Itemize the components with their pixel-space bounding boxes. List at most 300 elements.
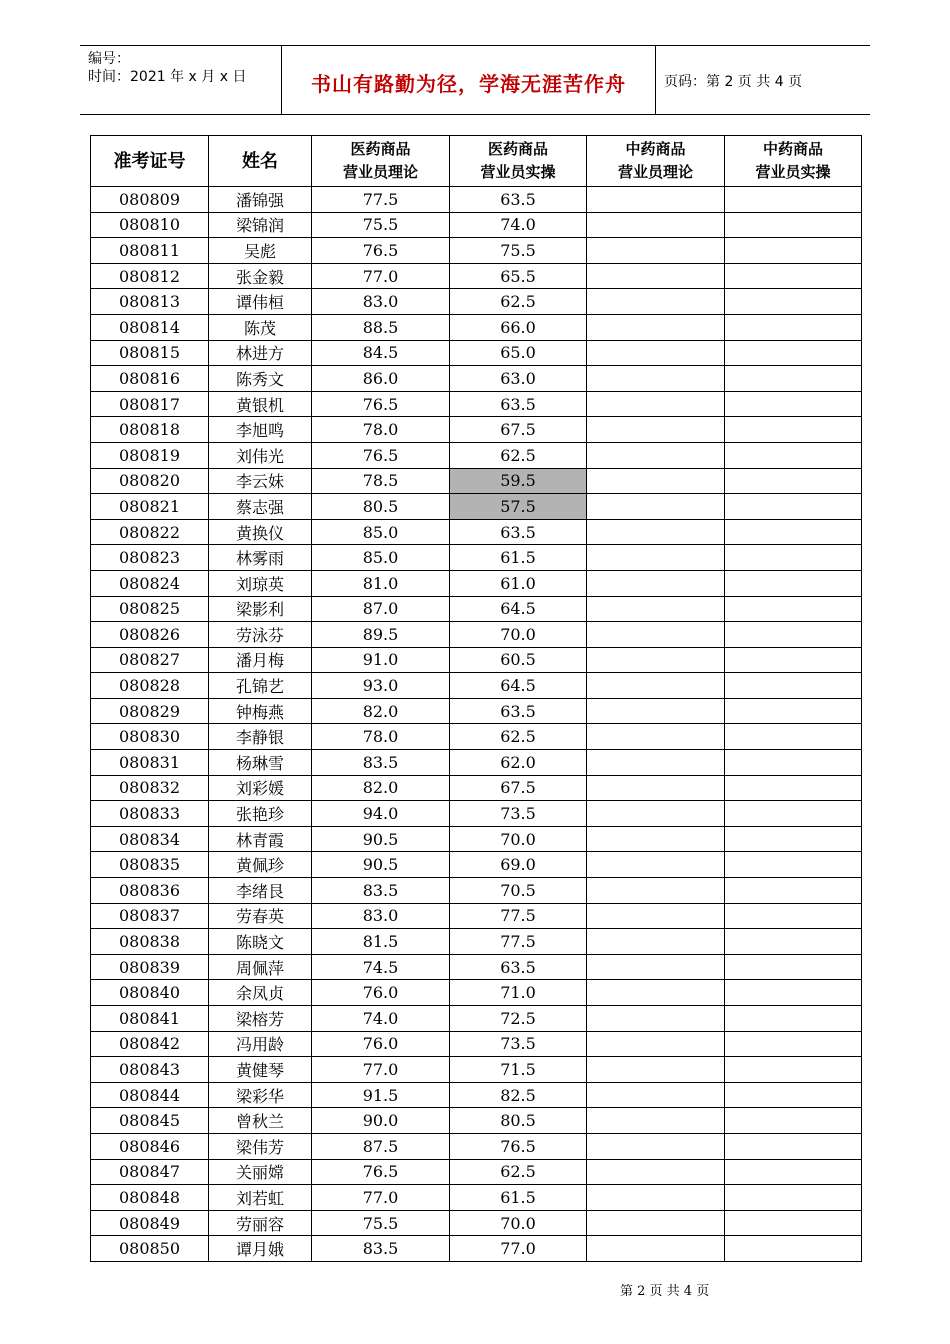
cell-name: 劳春英 [209, 903, 312, 929]
col-header-line: 中药商品 [625, 140, 686, 158]
cell-med-theory: 90.0 [312, 1108, 450, 1134]
cell-med-practice: 67.5 [450, 775, 587, 801]
cell-tcm-theory [587, 212, 725, 238]
cell-exam-id: 080811 [91, 238, 209, 264]
cell-med-practice: 71.0 [450, 980, 587, 1006]
cell-tcm-practice [725, 1159, 862, 1185]
cell-exam-id: 080834 [91, 826, 209, 852]
cell-exam-id: 080823 [91, 545, 209, 571]
cell-med-practice: 75.5 [450, 238, 587, 264]
cell-tcm-theory [587, 1210, 725, 1236]
table-row [91, 187, 862, 213]
table-row [91, 622, 862, 648]
motto-text: 书山有路勤为径，学海无涯苦作舟 [311, 72, 626, 96]
table-row [91, 314, 862, 340]
header-page-cell [656, 46, 870, 114]
cell-tcm-practice [725, 954, 862, 980]
cell-exam-id: 080846 [91, 1133, 209, 1159]
table-row [91, 698, 862, 724]
cell-tcm-theory [587, 519, 725, 545]
cell-exam-id: 080814 [91, 314, 209, 340]
cell-med-theory: 83.0 [312, 903, 450, 929]
cell-tcm-practice [725, 1210, 862, 1236]
cell-med-theory: 76.5 [312, 1159, 450, 1185]
cell-med-practice: 65.0 [450, 340, 587, 366]
code-label: 编号： [88, 51, 130, 67]
cell-med-theory: 83.5 [312, 1236, 450, 1262]
cell-exam-id: 080817 [91, 391, 209, 417]
cell-exam-id: 080843 [91, 1057, 209, 1083]
cell-med-practice: 66.0 [450, 314, 587, 340]
cell-tcm-practice [725, 647, 862, 673]
cell-tcm-practice [725, 417, 862, 443]
cell-tcm-theory [587, 442, 725, 468]
cell-tcm-theory [587, 826, 725, 852]
table-row [91, 366, 862, 392]
cell-med-practice: 64.5 [450, 673, 587, 699]
cell-exam-id: 080832 [91, 775, 209, 801]
cell-tcm-practice [725, 1133, 862, 1159]
table-row [91, 1159, 862, 1185]
cell-med-practice: 61.5 [450, 545, 587, 571]
cell-med-theory: 82.0 [312, 698, 450, 724]
cell-tcm-theory [587, 1057, 725, 1083]
cell-med-practice: 60.5 [450, 647, 587, 673]
cell-tcm-practice [725, 442, 862, 468]
cell-name: 李静银 [209, 724, 312, 750]
cell-med-theory: 75.5 [312, 212, 450, 238]
cell-med-theory: 76.0 [312, 980, 450, 1006]
cell-med-theory: 76.0 [312, 1031, 450, 1057]
cell-tcm-theory [587, 391, 725, 417]
cell-exam-id: 080822 [91, 519, 209, 545]
cell-exam-id: 080836 [91, 878, 209, 904]
cell-name: 陈茂 [209, 314, 312, 340]
cell-med-theory: 76.5 [312, 391, 450, 417]
cell-exam-id: 080819 [91, 442, 209, 468]
cell-name: 林雾雨 [209, 545, 312, 571]
cell-med-theory: 77.0 [312, 1057, 450, 1083]
cell-exam-id: 080825 [91, 596, 209, 622]
table-row [91, 417, 862, 443]
cell-tcm-practice [725, 724, 862, 750]
cell-tcm-practice [725, 903, 862, 929]
cell-exam-id: 080815 [91, 340, 209, 366]
cell-tcm-theory [587, 340, 725, 366]
table-row [91, 1185, 862, 1211]
cell-name: 劳泳芬 [209, 622, 312, 648]
cell-tcm-theory [587, 596, 725, 622]
cell-med-theory: 74.5 [312, 954, 450, 980]
cell-tcm-theory [587, 1185, 725, 1211]
cell-med-theory: 78.0 [312, 724, 450, 750]
cell-tcm-practice [725, 1057, 862, 1083]
cell-exam-id: 080829 [91, 698, 209, 724]
cell-tcm-practice [725, 596, 862, 622]
cell-med-practice: 59.5 [450, 468, 587, 494]
cell-tcm-practice [725, 775, 862, 801]
cell-med-practice: 80.5 [450, 1108, 587, 1134]
cell-exam-id: 080844 [91, 1082, 209, 1108]
cell-tcm-practice [725, 878, 862, 904]
table-row [91, 596, 862, 622]
cell-name: 刘彩媛 [209, 775, 312, 801]
table-row [91, 468, 862, 494]
table-row [91, 391, 862, 417]
cell-tcm-practice [725, 494, 862, 520]
cell-name: 李绪艮 [209, 878, 312, 904]
cell-tcm-theory [587, 878, 725, 904]
cell-med-theory: 93.0 [312, 673, 450, 699]
cell-med-practice: 62.5 [450, 442, 587, 468]
cell-tcm-theory [587, 417, 725, 443]
cell-exam-id: 080850 [91, 1236, 209, 1262]
table-row [91, 519, 862, 545]
cell-tcm-practice [725, 622, 862, 648]
cell-med-theory: 83.5 [312, 750, 450, 776]
table-body [91, 187, 862, 1262]
col-header-line: 营业员实操 [480, 163, 556, 181]
cell-med-theory: 87.5 [312, 1133, 450, 1159]
cell-tcm-theory [587, 366, 725, 392]
cell-name: 梁榕芳 [209, 1006, 312, 1032]
cell-med-practice: 72.5 [450, 1006, 587, 1032]
cell-exam-id: 080818 [91, 417, 209, 443]
cell-med-theory: 77.5 [312, 187, 450, 213]
table-row [91, 750, 862, 776]
cell-tcm-practice [725, 673, 862, 699]
score-table [90, 135, 862, 1262]
cell-exam-id: 080842 [91, 1031, 209, 1057]
table-row [91, 801, 862, 827]
col-header-exam-id: 准考证号 [91, 136, 209, 187]
table-row [91, 826, 862, 852]
cell-med-practice: 62.5 [450, 289, 587, 315]
cell-tcm-theory [587, 1133, 725, 1159]
cell-med-theory: 83.0 [312, 289, 450, 315]
cell-med-theory: 87.0 [312, 596, 450, 622]
cell-exam-id: 080849 [91, 1210, 209, 1236]
cell-med-practice: 73.5 [450, 1031, 587, 1057]
table-row [91, 647, 862, 673]
cell-name: 张金毅 [209, 263, 312, 289]
cell-exam-id: 080810 [91, 212, 209, 238]
cell-name: 刘若虹 [209, 1185, 312, 1211]
cell-name: 黄健琴 [209, 1057, 312, 1083]
cell-med-practice: 70.0 [450, 826, 587, 852]
cell-med-theory: 81.5 [312, 929, 450, 955]
cell-med-practice: 76.5 [450, 1133, 587, 1159]
cell-exam-id: 080824 [91, 570, 209, 596]
col-header-med-theory [312, 136, 450, 187]
cell-exam-id: 080848 [91, 1185, 209, 1211]
cell-exam-id: 080845 [91, 1108, 209, 1134]
cell-name: 张艳珍 [209, 801, 312, 827]
table-row [91, 852, 862, 878]
cell-med-practice: 62.0 [450, 750, 587, 776]
table-row [91, 673, 862, 699]
table-row [91, 1108, 862, 1134]
cell-name: 曾秋兰 [209, 1108, 312, 1134]
cell-med-theory: 94.0 [312, 801, 450, 827]
cell-tcm-theory [587, 1031, 725, 1057]
col-header-line: 医药商品 [350, 140, 411, 158]
cell-med-theory: 77.0 [312, 1185, 450, 1211]
cell-name: 潘月梅 [209, 647, 312, 673]
cell-med-theory: 76.5 [312, 442, 450, 468]
cell-tcm-practice [725, 1006, 862, 1032]
cell-tcm-practice [725, 545, 862, 571]
cell-name: 周佩萍 [209, 954, 312, 980]
cell-med-practice: 77.5 [450, 903, 587, 929]
cell-name: 陈秀文 [209, 366, 312, 392]
cell-exam-id: 080828 [91, 673, 209, 699]
table-row [91, 929, 862, 955]
cell-name: 劳丽容 [209, 1210, 312, 1236]
table-row [91, 1057, 862, 1083]
table-row [91, 1236, 862, 1262]
table-row [91, 238, 862, 264]
col-header-line: 营业员理论 [617, 163, 693, 181]
cell-med-practice: 77.5 [450, 929, 587, 955]
table-row [91, 494, 862, 520]
cell-tcm-theory [587, 954, 725, 980]
cell-med-theory: 90.5 [312, 852, 450, 878]
cell-med-practice: 57.5 [450, 494, 587, 520]
cell-tcm-theory [587, 724, 725, 750]
col-header-tcm-practice [725, 136, 862, 187]
cell-exam-id: 080831 [91, 750, 209, 776]
cell-tcm-theory [587, 1236, 725, 1262]
cell-med-theory: 83.5 [312, 878, 450, 904]
cell-tcm-theory [587, 1082, 725, 1108]
cell-exam-id: 080813 [91, 289, 209, 315]
cell-tcm-theory [587, 238, 725, 264]
cell-med-practice: 77.0 [450, 1236, 587, 1262]
cell-med-practice: 63.0 [450, 366, 587, 392]
cell-med-practice: 63.5 [450, 391, 587, 417]
cell-exam-id: 080838 [91, 929, 209, 955]
col-header-med-practice [450, 136, 587, 187]
cell-tcm-theory [587, 570, 725, 596]
cell-exam-id: 080812 [91, 263, 209, 289]
cell-med-theory: 77.0 [312, 263, 450, 289]
cell-tcm-theory [587, 263, 725, 289]
cell-name: 关丽嫦 [209, 1159, 312, 1185]
cell-tcm-practice [725, 314, 862, 340]
cell-med-practice: 61.0 [450, 570, 587, 596]
cell-med-theory: 85.0 [312, 519, 450, 545]
cell-med-practice: 63.5 [450, 698, 587, 724]
cell-tcm-practice [725, 187, 862, 213]
col-header-line: 营业员实操 [755, 163, 831, 181]
cell-name: 余凤贞 [209, 980, 312, 1006]
cell-exam-id: 080837 [91, 903, 209, 929]
cell-tcm-theory [587, 929, 725, 955]
cell-name: 黄银机 [209, 391, 312, 417]
cell-med-theory: 84.5 [312, 340, 450, 366]
cell-name: 黄换仪 [209, 519, 312, 545]
cell-tcm-practice [725, 826, 862, 852]
cell-tcm-theory [587, 801, 725, 827]
table-row [91, 724, 862, 750]
cell-tcm-practice [725, 289, 862, 315]
table-row [91, 1082, 862, 1108]
table-row [91, 903, 862, 929]
cell-tcm-theory [587, 468, 725, 494]
cell-name: 孔锦艺 [209, 673, 312, 699]
table-row [91, 545, 862, 571]
cell-name: 蔡志强 [209, 494, 312, 520]
cell-name: 梁影利 [209, 596, 312, 622]
cell-med-practice: 70.5 [450, 878, 587, 904]
cell-name: 李云妹 [209, 468, 312, 494]
cell-name: 陈晓文 [209, 929, 312, 955]
cell-name: 梁伟芳 [209, 1133, 312, 1159]
cell-name: 钟梅燕 [209, 698, 312, 724]
cell-tcm-practice [725, 212, 862, 238]
cell-med-practice: 71.5 [450, 1057, 587, 1083]
col-header-line: 医药商品 [487, 140, 548, 158]
table-row [91, 289, 862, 315]
cell-med-practice: 67.5 [450, 417, 587, 443]
cell-med-theory: 88.5 [312, 314, 450, 340]
table-row [91, 340, 862, 366]
header-motto-cell [282, 46, 656, 114]
cell-name: 梁锦润 [209, 212, 312, 238]
time-label: 时间：2021 年 x 月 x 日 [88, 69, 247, 85]
cell-med-theory: 91.0 [312, 647, 450, 673]
table-row [91, 212, 862, 238]
cell-name: 谭伟桓 [209, 289, 312, 315]
cell-med-practice: 82.5 [450, 1082, 587, 1108]
cell-tcm-theory [587, 903, 725, 929]
cell-exam-id: 080821 [91, 494, 209, 520]
cell-tcm-theory [587, 1108, 725, 1134]
cell-med-practice: 63.5 [450, 519, 587, 545]
cell-tcm-theory [587, 852, 725, 878]
col-header-tcm-theory [587, 136, 725, 187]
cell-med-practice: 62.5 [450, 1159, 587, 1185]
cell-exam-id: 080841 [91, 1006, 209, 1032]
table-row [91, 980, 862, 1006]
cell-tcm-theory [587, 1006, 725, 1032]
cell-exam-id: 080839 [91, 954, 209, 980]
cell-tcm-theory [587, 187, 725, 213]
cell-tcm-practice [725, 1082, 862, 1108]
cell-exam-id: 080840 [91, 980, 209, 1006]
cell-med-practice: 69.0 [450, 852, 587, 878]
table-row [91, 1031, 862, 1057]
col-header-name: 姓名 [209, 136, 312, 187]
cell-med-theory: 91.5 [312, 1082, 450, 1108]
cell-tcm-practice [725, 980, 862, 1006]
table-header-row [91, 136, 862, 187]
cell-name: 李旭鸣 [209, 417, 312, 443]
header-meta-cell [80, 46, 282, 114]
cell-tcm-theory [587, 1159, 725, 1185]
cell-exam-id: 080847 [91, 1159, 209, 1185]
cell-exam-id: 080835 [91, 852, 209, 878]
page-number-label: 页码：第 2 页 共 4 页 [664, 74, 803, 90]
cell-name: 林进方 [209, 340, 312, 366]
cell-tcm-theory [587, 622, 725, 648]
cell-med-practice: 62.5 [450, 724, 587, 750]
cell-tcm-practice [725, 519, 862, 545]
page-footer: 第 2 页 共 4 页 [620, 1284, 710, 1299]
cell-exam-id: 080809 [91, 187, 209, 213]
cell-med-theory: 80.5 [312, 494, 450, 520]
cell-name: 林青霞 [209, 826, 312, 852]
table-row [91, 954, 862, 980]
cell-name: 吴彪 [209, 238, 312, 264]
cell-tcm-practice [725, 1236, 862, 1262]
cell-tcm-practice [725, 391, 862, 417]
table-row [91, 878, 862, 904]
cell-tcm-practice [725, 929, 862, 955]
cell-med-practice: 63.5 [450, 954, 587, 980]
cell-exam-id: 080830 [91, 724, 209, 750]
cell-tcm-theory [587, 750, 725, 776]
cell-med-theory: 89.5 [312, 622, 450, 648]
cell-name: 谭月娥 [209, 1236, 312, 1262]
cell-med-practice: 73.5 [450, 801, 587, 827]
cell-tcm-practice [725, 1031, 862, 1057]
table-row [91, 263, 862, 289]
cell-med-theory: 78.0 [312, 417, 450, 443]
table-row [91, 775, 862, 801]
cell-med-theory: 76.5 [312, 238, 450, 264]
cell-exam-id: 080827 [91, 647, 209, 673]
cell-name: 刘伟光 [209, 442, 312, 468]
cell-tcm-theory [587, 289, 725, 315]
cell-exam-id: 080820 [91, 468, 209, 494]
cell-tcm-practice [725, 801, 862, 827]
cell-name: 冯用龄 [209, 1031, 312, 1057]
cell-exam-id: 080833 [91, 801, 209, 827]
cell-name: 黄佩珍 [209, 852, 312, 878]
cell-med-practice: 70.0 [450, 1210, 587, 1236]
cell-tcm-theory [587, 775, 725, 801]
cell-tcm-theory [587, 673, 725, 699]
cell-med-theory: 75.5 [312, 1210, 450, 1236]
cell-name: 梁彩华 [209, 1082, 312, 1108]
table-row [91, 1133, 862, 1159]
cell-tcm-practice [725, 263, 862, 289]
cell-med-theory: 90.5 [312, 826, 450, 852]
cell-med-theory: 82.0 [312, 775, 450, 801]
document-header [80, 45, 870, 115]
cell-tcm-theory [587, 647, 725, 673]
cell-tcm-practice [725, 468, 862, 494]
cell-tcm-practice [725, 1185, 862, 1211]
col-header-line: 营业员理论 [342, 163, 418, 181]
cell-med-practice: 61.5 [450, 1185, 587, 1211]
cell-tcm-theory [587, 698, 725, 724]
cell-name: 杨琳雪 [209, 750, 312, 776]
cell-tcm-theory [587, 545, 725, 571]
cell-tcm-practice [725, 570, 862, 596]
cell-tcm-practice [725, 698, 862, 724]
cell-med-theory: 85.0 [312, 545, 450, 571]
cell-name: 潘锦强 [209, 187, 312, 213]
table-row [91, 570, 862, 596]
cell-med-theory: 74.0 [312, 1006, 450, 1032]
cell-exam-id: 080826 [91, 622, 209, 648]
cell-tcm-theory [587, 980, 725, 1006]
cell-tcm-practice [725, 340, 862, 366]
col-header-line: 中药商品 [762, 140, 823, 158]
